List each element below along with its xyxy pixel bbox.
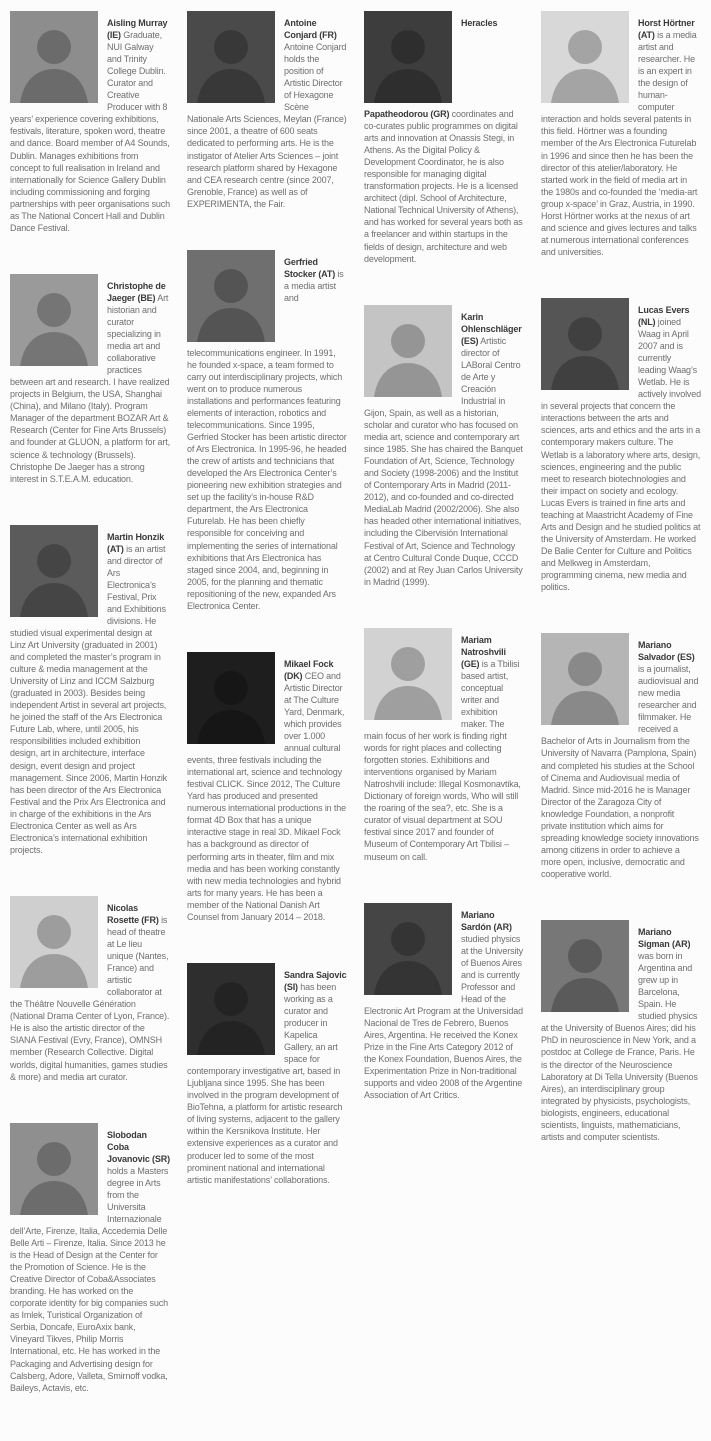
- person-bio: was born in Argentina and grew up in Barcelona, Spain. He studied physics at the University of Buenos Aires; did his PhD in neuroscience in New York, and a postdoc at College de France, Paris. He is the director of the Neuroscience Laboratory at Di Tella University (Buenos Aires), an interdisciplinary group integrated by physicists, psychologists, biologists, engineers, educational scientists, linguists, mathematicians, artists and computer scientists.: [541, 951, 698, 1142]
- person-silhouette-icon: [187, 652, 275, 744]
- person-name: Mariano Sigman (AR): [638, 927, 691, 950]
- person-silhouette-icon: [10, 1123, 98, 1215]
- person-bio: coordinates and co-curates public programmes on digital arts and innovation at Onassis Stegi, in Athens. As the Digital Policy & Development Coordinator, he is also responsible for managing digital transformation projects. He is a licensed architect (dipl. School of Architecture, National Technical University of Athens), and has worked for several years both as a freelancer and within startups in the fields of design, architecture and web development.: [364, 109, 523, 264]
- grid-column: [364, 8, 524, 1138]
- portrait-photo: [187, 11, 275, 103]
- grid-column: [187, 8, 347, 1223]
- person-silhouette-icon: [364, 628, 452, 720]
- person-bio: is a Tbilisi based artist, conceptual writer and exhibition maker. The main focus of her work is finding right words for right places and collecting forgotten stories. Exhibitions and interventions organised by Mariam Natroshvili include: Illegal Kosmonavtika, Dictionary of foreign words, Who will still the roaring of the sea?, etc. She is a curator of visual department at SOU festival since 2017 and founder of Museum of Contemporary Art Tbilisi – museum on call.: [364, 658, 521, 862]
- person-bio: Art historian and curator specializing in media art and collaborative practices between art and research. I have realized projects in Belgium, the USA, Shanghai (China), and Milano (Italy). Program Manager of the department BOZAR Art & Research (Center for Fine Arts Brussels) and founder at GLUON, a platform for art, science & technology (Brussels). Christophe De Jaeger has a strong interest in S.T.E.A.M. education.: [10, 292, 170, 484]
- person-silhouette-icon: [10, 896, 98, 988]
- person-card: [364, 900, 524, 1111]
- person-card: [187, 8, 347, 219]
- grid-column: [541, 8, 701, 1180]
- person-bio: is a media artist and telecommunications engineer. In 1991, he founded x-space, a team formed to carry out interdisciplinary projects, which went on to produce numerous installations and performances featuring elements of interaction, robotics and telecommunications. Since 1995, Gerfried Stocker has been artistic director of Ars Electronica. In 1995-96, he headed the crew of artists and technicians that developed the Ars Electronica Center’s pioneering new exhibition strategies and set up the facility’s in-house R&D department, the Ars Electronica Futurelab. He has been chiefly responsible for conceiving and implementing the series of international exhibitions that Ars Electronica has staged since 2004, and, beginning in 2005, for the planning and thematic repositioning of the new, expanded Ars Electronica Center.: [187, 268, 347, 611]
- person-name: Mariano Sardón (AR): [461, 909, 512, 932]
- person-bio: is head of theatre at Le lieu unique (Nantes, France) and artistic collaborator at the Théâtre Nouvelle Génération (National Drama Center of Lyon, France). He is also the artistic director of the SIANA Festival (Evry, France), OMNSH member (Research Collective. Digital worlds, digital humanities, games studies & more) and media art curator.: [10, 914, 170, 1082]
- portrait-photo: [364, 628, 452, 720]
- person-name: Karin Ohlenschläger (ES): [461, 311, 522, 346]
- person-silhouette-icon: [364, 305, 452, 397]
- person-name: Gerfried Stocker (AT): [284, 256, 336, 279]
- portrait-photo: [10, 1123, 98, 1215]
- portrait-photo: [364, 305, 452, 397]
- person-name: Christophe de Jaeger (BE): [107, 280, 166, 303]
- portrait-photo: [364, 11, 452, 103]
- person-bio: Graduate, NUI Galway and Trinity College Dublin. Curator and Creative Producer with 8 years’ experience covering exhibitions, festivals, literature, spoken word, theatre and dance. Board member of A4 Sounds, Dublin. Manages exhibitions from concept to full realisation in Ireland and internationally for Science Gallery Dublin including commissioning and forging partnerships with peer organisations such as The National Concert Hall and Dublin Dance Festival.: [10, 30, 170, 233]
- person-silhouette-icon: [541, 298, 629, 390]
- person-card: [10, 893, 170, 1092]
- person-name: Lucas Evers (NL): [638, 304, 690, 327]
- portrait-photo: [364, 903, 452, 995]
- portrait-photo: [10, 274, 98, 366]
- person-card: [187, 247, 347, 621]
- person-card: [541, 8, 701, 267]
- person-name: Antoine Conjard (FR): [284, 18, 337, 41]
- person-card: [364, 625, 524, 872]
- person-silhouette-icon: [187, 963, 275, 1055]
- person-name: Horst Hörtner (AT): [638, 18, 695, 41]
- person-silhouette-icon: [10, 274, 98, 366]
- portrait-photo: [541, 298, 629, 390]
- person-silhouette-icon: [187, 11, 275, 103]
- person-bio: joined Waag in April 2007 and is currently leading Waag’s Wetlab. He is actively involved in several projects that concern the interactions between the arts and sciences, arts and ethics and the arts in a contemporary makers culture. The Wetlab is a laboratory where arts, design, sciences, engineering and the public meet to research biotechnologies and their impact on society and ecology. Lucas Evers is trained in fine arts and teaching at Maastricht Academy of Fine Arts and Design and he studied politics at the University of Amsterdam. He worked De Balie Center for Culture and Politics and Melkweg in Amsterdam, programming cinema, new media and politics.: [541, 316, 701, 593]
- portrait-photo: [10, 525, 98, 617]
- person-card: [364, 302, 524, 597]
- person-bio: holds a Masters degree in Arts from the Universita Internazionale dell’Arte, Firenze, Italia, Accedemia Delle Belle Arti – Firenze, Italia. Since 2013 he is the Head of Design at the Center for the Promotion of Science. He is the Creative Director of Coba&Associates branding. He has worked on the corporate identity for big companies such as Imlek, Turistical Organization of Serbia, Doncafe, EuroAxix bank, Vineyard Tikves, Philip Morris International, etc. He has worked in the Packaging and Advertising design for Calsberg, Adore, Valleta, Smirnoff vodka, Baileys, Actavis, etc.: [10, 1165, 169, 1393]
- person-card: [10, 522, 170, 865]
- person-silhouette-icon: [364, 903, 452, 995]
- portrait-photo: [541, 920, 629, 1012]
- person-name: Heracles Papatheodorou (GR): [364, 18, 498, 119]
- person-bio: Artistic director of LABoral Centro de Arte y Creación Industrial in Gijon, Spain, as well as a historian, scholar and curator who has focused on media art, science and contemporary art since 1985. She has chaired the Banquet Foundation of Art, Science, Technology and Society (1998-2006) and the Institut of Contemporary Arts in Madrid (2011-2012), and co-founded and co-directed MediaLab Madrid (2002/2006). She also has headed other international initiatives, including the Cibervisión International Festival of Art, Science and Technology at Centro Cultural Conde Duque, CCCD (2002) and at Rey Juan Carlos University in Madrid (1999).: [364, 335, 523, 587]
- person-silhouette-icon: [541, 920, 629, 1012]
- person-name: Aisling Murray (IE): [107, 18, 168, 41]
- person-card: [364, 8, 524, 274]
- person-bio: is a media artist and researcher. He is an expert in the design of human-computer interaction and holds several patents in this field. Hörtner was a founding member of the Ars Electronica Futurelab in 1996 and since then he has been the director of this atelier/laboratory. He started work in the field of media art in the 1980s and co-founded the ‘media-art group x-space’ in Graz, Austria, in 1990. Horst Hörtner works at the nexus of art and science and gives lectures and talks at numerous international conferences and universities.: [541, 30, 698, 257]
- person-name: Mariano Salvador (ES): [638, 640, 695, 663]
- person-name: Sandra Sajovic (SI): [284, 969, 347, 992]
- person-card: [10, 1120, 170, 1403]
- person-card: [10, 271, 170, 494]
- person-bio: Antoine Conjard holds the position of Artistic Director of Hexagone Scène Nationale Arts Sciences, Meylan (France) since 2001, a theatre of 600 seats dedicated to performing arts. He is the instigator of Atelier Arts Sciences – joint research platform shared by Hexagone and CEA research centre (since 2007, Grenoble, France) as well as of EXPERIMENTA, the Fair.: [187, 42, 347, 209]
- person-card: [187, 960, 347, 1195]
- person-name: Nicolas Rosette (FR): [107, 902, 159, 925]
- person-card: [187, 649, 347, 932]
- person-name: Mikael Fock (DK): [284, 658, 334, 681]
- portrait-photo: [187, 250, 275, 342]
- portrait-photo: [10, 11, 98, 103]
- person-bio: is an artist and director of Ars Electronica’s Festival, Prix and Exhibitions divisions. He studied visual experimental design at Linz Art University (graduated in 2001) and completed the master’s program in culture & media management at the University of Linz and ICCM Salzburg (graduated in 2003). Besides being independent Artist in several art projects, he joined the staff of the Ars Electronica Future Lab, where, until 2005, his responsibilities included exhibition design, art in architecture, interface design, event design and project management. Since 2006, Martin Honzik has been director of the Ars Electronica Festival and the Prix Ars Electronica and in charge of the exhibitions in the Ars Electronica Center as well as Ars Electronica’s international exhibition projects.: [10, 543, 168, 855]
- person-bio: has been working as a curator and producer in Kapelica Gallery, an art space for contemporary investigative art, based in Ljubljana since 1995. She has been involved in the program development of BioTehna, a platform for artistic research of living systems, adjacent to the gallery within the Kersnikova Institute. Her extensive experiences as a curator and producer led to some of the most prominent national and international artistic manifestations’ collaborations.: [187, 981, 343, 1185]
- portrait-photo: [187, 652, 275, 744]
- grid-column: [10, 8, 170, 1431]
- people-grid: [10, 8, 701, 1431]
- person-bio: CEO and Artistic Director at The Culture Yard, Denmark, which provides over 1.000 annual cultural events, three festivals including the international art, science and technology festival CLICK. Since 2012, The Culture Yard has produced and presented numerous international productions in the format 4D Box that has a unique interactive stage in real 3D. Mikael Fock has a background as director of performing arts in theater, film and mix media and has been working constantly with new media technologies and hybrid arts for many years. He has been a member of the National Danish Art Counsel from January 2014 – 2018.: [187, 670, 346, 922]
- person-card: [541, 295, 701, 602]
- person-bio: is a journalist, audiovisual and new media researcher and filmmaker. He received a Bachelor of Arts in Journalism from the University of Navarra (Pamplona, Spain) and completed his studies at the School of Cinema and Audiovisual media of Madrid. Since mid-2016 he is Manager Director of the Zaragoza City of knowledge Foundation, a nonprofit private institution which aims for spreading knowledge society innovations among citizens in order to achieve a more open, inclusive, democratic and cooperative world.: [541, 664, 699, 879]
- person-card: [541, 917, 701, 1152]
- portrait-photo: [187, 963, 275, 1055]
- portrait-photo: [541, 633, 629, 725]
- person-name: Mariam Natroshvili (GE): [461, 634, 506, 669]
- person-card: [541, 630, 701, 889]
- person-silhouette-icon: [541, 633, 629, 725]
- person-name: Slobodan Coba Jovanovic (SR): [107, 1129, 170, 1164]
- portrait-photo: [541, 11, 629, 103]
- person-silhouette-icon: [364, 11, 452, 103]
- person-silhouette-icon: [10, 525, 98, 617]
- person-bio: studied physics at the University of Buenos Aires and is currently Professor and Head of the Electronic Art Program at the Universidad Nacional de Tres de Febrero, Buenos Aires, Argentina. He received the Konex Prize in the Fine Arts Category 2012 of the Konex Foundation, Buenos Aires, the Experimentation Prize in Non-traditional supports and video 2008 of the Argentine Association of Art Critics.: [364, 933, 523, 1101]
- person-card: [10, 8, 170, 243]
- person-silhouette-icon: [541, 11, 629, 103]
- person-silhouette-icon: [10, 11, 98, 103]
- portrait-photo: [10, 896, 98, 988]
- person-silhouette-icon: [187, 250, 275, 342]
- person-name: Martin Honzik (AT): [107, 531, 165, 554]
